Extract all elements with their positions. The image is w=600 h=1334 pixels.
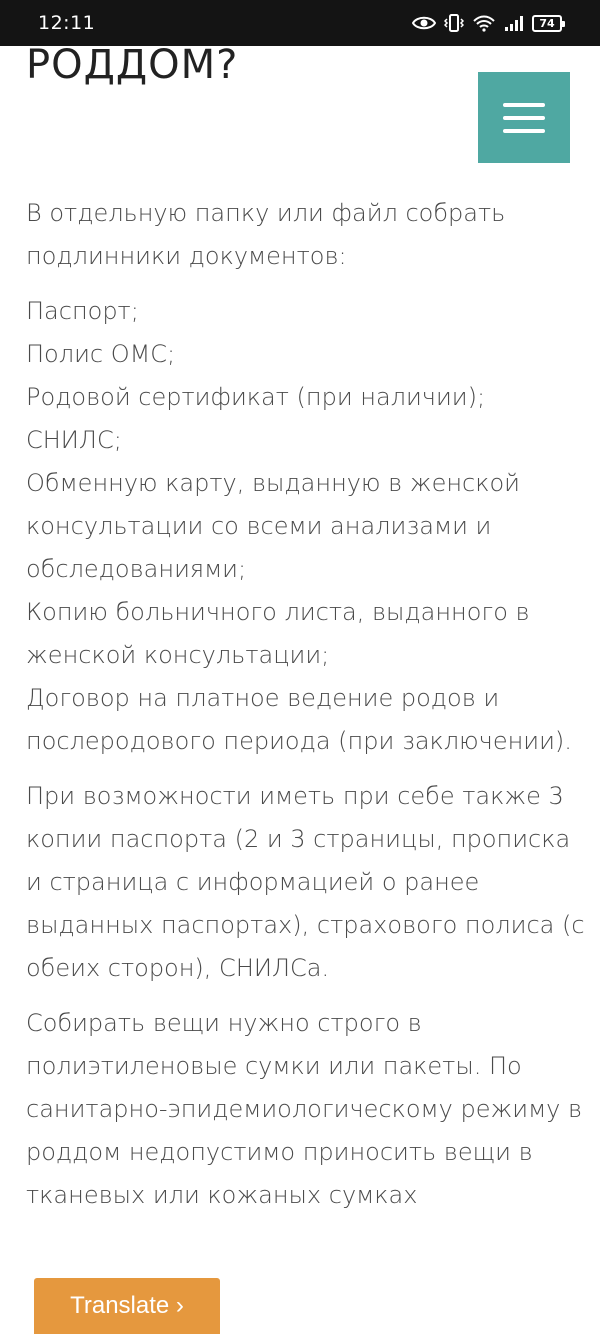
status-bar xyxy=(0,0,600,46)
status-time: 12:11 xyxy=(38,12,96,34)
list-item: СНИЛС; xyxy=(26,426,122,454)
hamburger-menu-icon xyxy=(503,129,545,133)
hamburger-menu-icon xyxy=(503,103,545,107)
documents-list xyxy=(26,290,586,763)
list-item: Договор на платное ведение родов и послеродового периода (при заключении). xyxy=(26,684,572,755)
wifi-icon xyxy=(472,14,496,32)
list-item: Родовой сертификат (при наличии); xyxy=(26,383,486,411)
list-item: Копию больничного листа, выданного в женской консультации; xyxy=(26,598,530,669)
article-body xyxy=(26,192,586,1229)
hamburger-menu-button[interactable] xyxy=(478,72,570,163)
page-heading: РОДДОМ? xyxy=(26,46,239,88)
intro-paragraph: В отдельную папку или файл собрать подлинники документов: xyxy=(26,199,506,270)
battery-icon xyxy=(532,15,562,32)
bags-paragraph: Собирать вещи нужно строго в полиэтиленовые сумки или пакеты. По санитарно-эпидемиологическому режиму в роддом недопустимо приносить вещи в тканевых или кожаных сумках xyxy=(26,1009,583,1209)
vibrate-icon xyxy=(444,14,464,32)
translate-button[interactable]: Translate › xyxy=(34,1278,220,1334)
page-content xyxy=(0,46,600,1332)
battery-level: 74 xyxy=(539,16,555,30)
list-item: Обменную карту, выданную в женской консультации со всеми анализами и обследованиями; xyxy=(26,469,520,583)
copies-paragraph: При возможности иметь при себе также 3 копии паспорта (2 и 3 страницы, прописка и страница с информацией о ранее выданных паспортах), страхового полиса (с обеих сторон), СНИЛСа. xyxy=(26,782,585,982)
hamburger-menu-icon xyxy=(503,116,545,120)
signal-icon xyxy=(504,15,524,31)
status-icons xyxy=(412,14,562,32)
list-item: Полис ОМС; xyxy=(26,340,176,368)
list-item: Паспорт; xyxy=(26,297,139,325)
eye-icon xyxy=(412,15,436,31)
